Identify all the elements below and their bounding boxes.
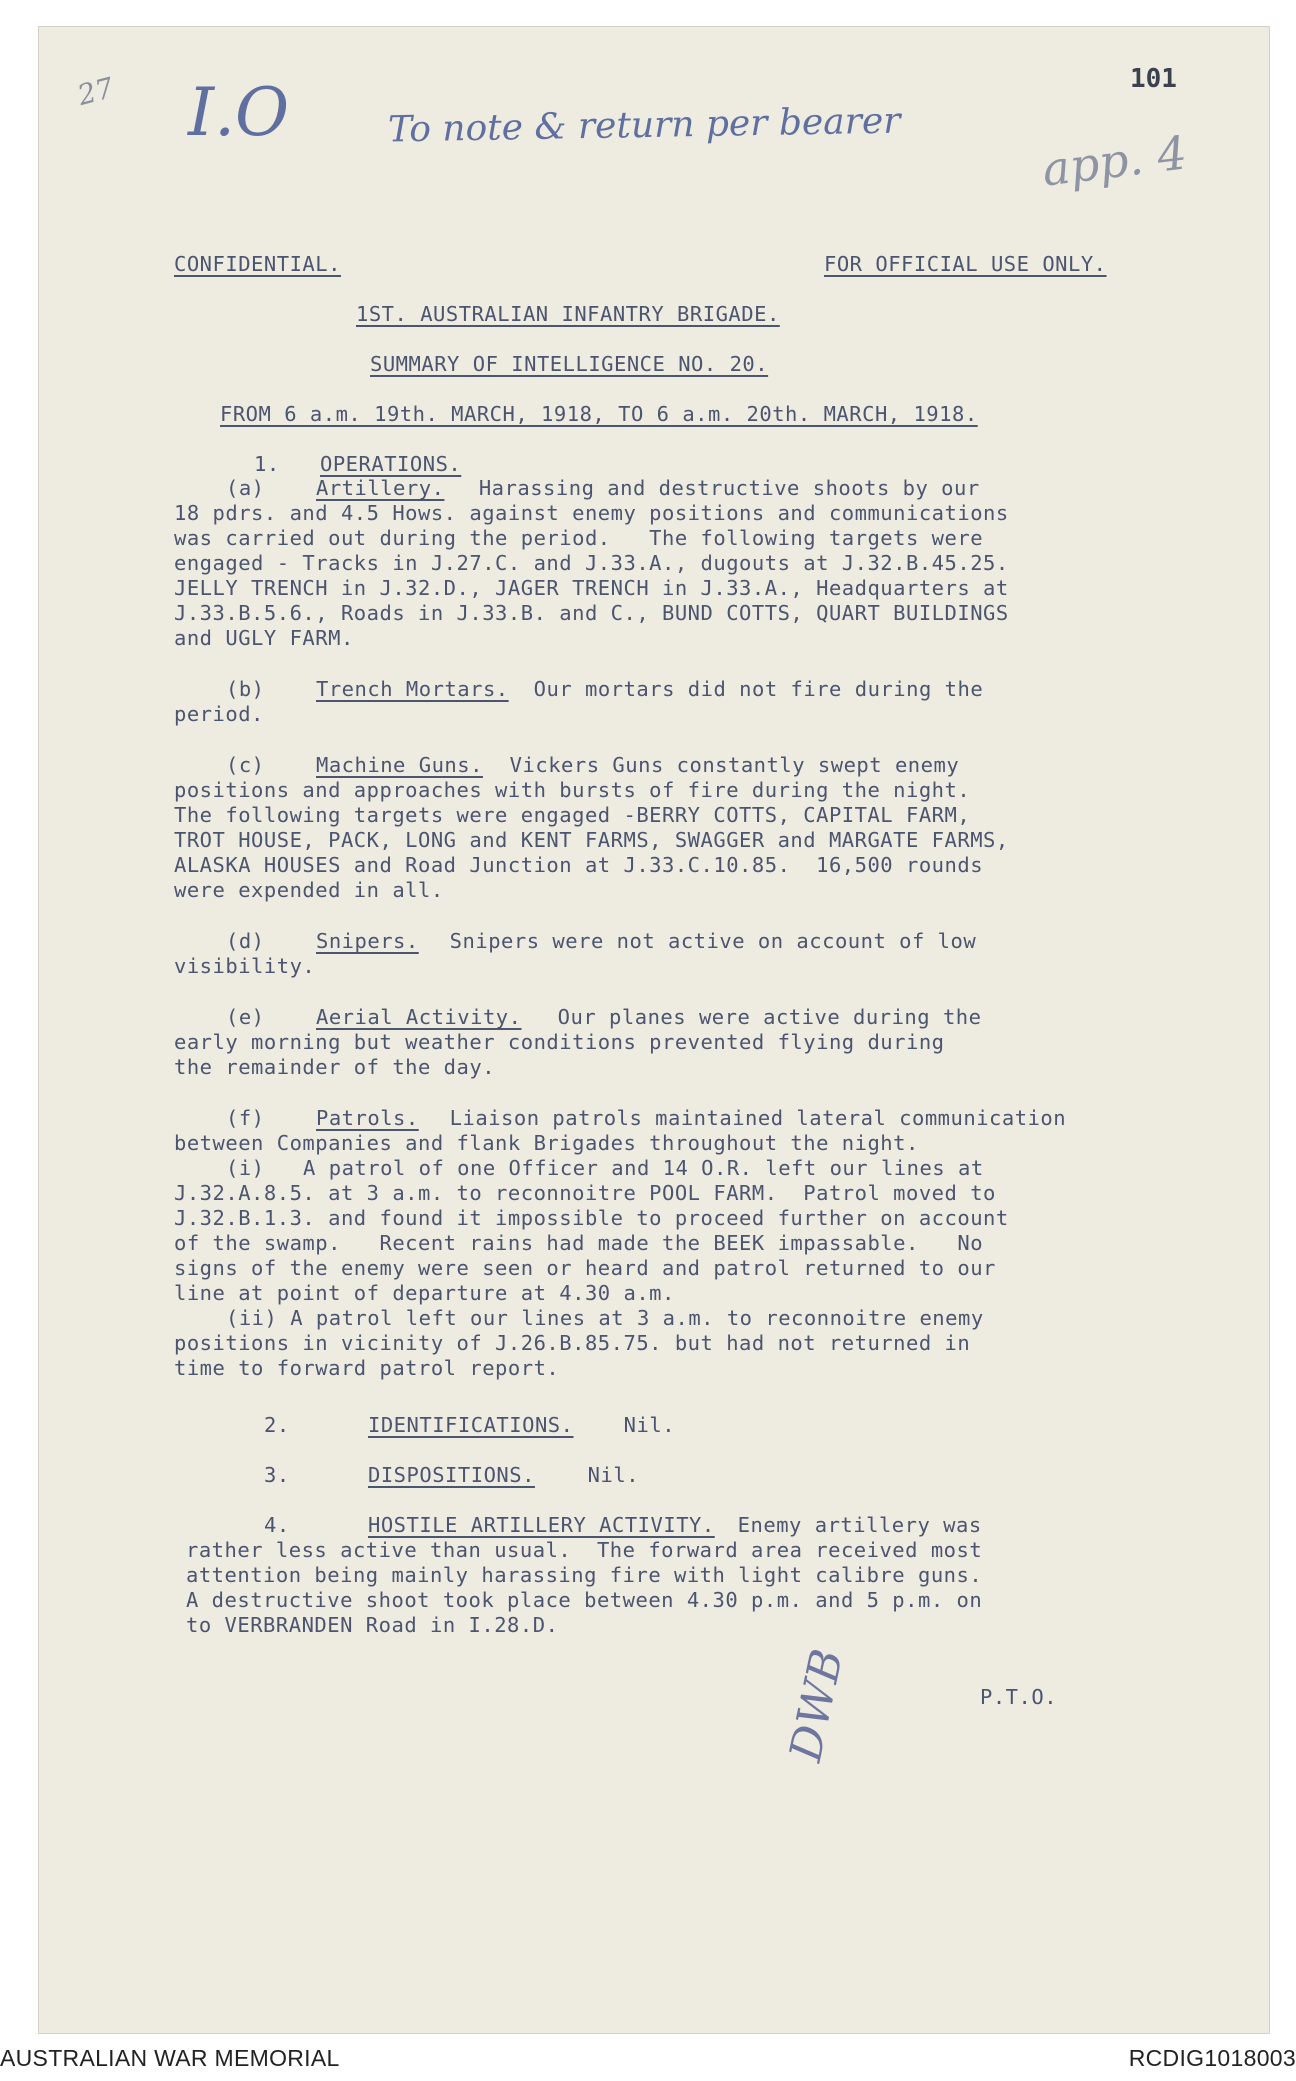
para-d-title: Snipers. [316,929,419,953]
para-d-line: Snipers were not active on account of low [424,929,977,953]
para-b-line: Our mortars did not fire during the [508,677,984,701]
para-a-line: J.33.B.5.6., Roads in J.33.B. and C., BUND COTTS, QUART BUILDINGS [174,601,1009,625]
patrol-i-line: line at point of departure at 4.30 a.m. [174,1281,675,1305]
pto-label: P.T.O. [980,1685,1058,1709]
footer-source: AUSTRALIAN WAR MEMORIAL [0,2045,340,2071]
period-line: FROM 6 a.m. 19th. MARCH, 1918, TO 6 a.m. 20th. MARCH, 1918. [220,402,978,426]
section-2-title: IDENTIFICATIONS. [368,1413,574,1437]
footer-id: RCDIG1018003 [1128,2045,1296,2071]
section-1-title: OPERATIONS. [320,452,462,476]
patrol-i-line: signs of the enemy were seen or heard and patrol returned to our [174,1256,996,1280]
para-c-line: ALASKA HOUSES and Road Junction at J.33.C.10.85. 16,500 rounds [174,853,984,877]
official-use-label: FOR OFFICIAL USE ONLY. [824,252,1107,276]
section-2-text: Nil. [598,1413,676,1437]
section-1-number: 1. [254,452,280,476]
section-4-line: rather less active than usual. The forward area received most [186,1538,983,1562]
para-c-title: Machine Guns. [316,753,483,777]
para-f-label: (f) [226,1106,265,1130]
para-a-line: JELLY TRENCH in J.32.D., JAGER TRENCH in J.33.A., Headquarters at [174,576,1009,600]
para-a-line: and UGLY FARM. [174,626,354,650]
section-4-number: 4. [264,1513,290,1537]
para-a-line: Harassing and destructive shoots by our [466,476,980,500]
para-f-line: Liaison patrols maintained lateral communication [424,1106,1067,1130]
section-4-title: HOSTILE ARTILLERY ACTIVITY. [368,1513,715,1537]
para-c-line: were expended in all. [174,878,444,902]
patrol-ii-line: positions in vicinity of J.26.B.85.75. but had not returned in [174,1331,971,1355]
section-3-number: 3. [264,1463,290,1487]
para-d-label: (d) [226,929,265,953]
para-c-line: positions and approaches with bursts of fire during the night. [174,778,971,802]
para-b-title: Trench Mortars. [316,677,509,701]
patrol-ii-line: time to forward patrol report. [174,1356,560,1380]
para-c-line: The following targets were engaged -BERRY COTTS, CAPITAL FARM, [174,803,971,827]
para-a-line: was carried out during the period. The following targets were [174,526,984,550]
para-f-line: between Companies and flank Brigades throughout the night. [174,1131,919,1155]
io-annotation: I.O [188,74,290,151]
summary-title: SUMMARY OF INTELLIGENCE NO. 20. [370,352,769,376]
confidential-label: CONFIDENTIAL. [174,252,341,276]
para-e-label: (e) [226,1005,265,1029]
section-4-line: to VERBRANDEN Road in I.28.D. [186,1613,559,1637]
para-c-line: Vickers Guns constantly swept enemy [484,753,960,777]
page-number: 101 [1130,64,1177,94]
para-a-label: (a) [226,476,265,500]
patrol-i-line: J.32.A.8.5. at 3 a.m. to reconnoitre POOL FARM. Patrol moved to [174,1181,996,1205]
section-4-line: Enemy artillery was [712,1513,982,1537]
section-4-line: A destructive shoot took place between 4.30 p.m. and 5 p.m. on [186,1588,983,1612]
document-sheet [38,26,1270,2034]
note-annotation: To note & return per bearer [387,100,901,151]
patrol-ii-line: (ii) A patrol left our lines at 3 a.m. to reconnoitre enemy [226,1306,984,1330]
para-a-line: engaged - Tracks in J.27.C. and J.33.A., dugouts at J.32.B.45.25. [174,551,1009,575]
section-3-title: DISPOSITIONS. [368,1463,535,1487]
section-2-number: 2. [264,1413,290,1437]
para-d-line: visibility. [174,954,316,978]
patrol-i-line: of the swamp. Recent rains had made the BEEK impassable. No [174,1231,984,1255]
para-e-title: Aerial Activity. [316,1005,522,1029]
app-annotation: app. 4 [1039,125,1190,197]
para-f-title: Patrols. [316,1106,419,1130]
margin-number: 27 [74,70,118,113]
para-c-label: (c) [226,753,265,777]
patrol-i-line: (i) A patrol of one Officer and 14 O.R. left our lines at [226,1156,984,1180]
para-e-line: Our planes were active during the [532,1005,982,1029]
para-a-line: 18 pdrs. and 4.5 Hows. against enemy positions and communications [174,501,1009,525]
initials-signature: DWB [780,1644,854,1766]
para-c-line: TROT HOUSE, PACK, LONG and KENT FARMS, SWAGGER and MARGATE FARMS, [174,828,1009,852]
unit-title: 1ST. AUSTRALIAN INFANTRY BRIGADE. [356,302,780,326]
para-b-line: period. [174,702,264,726]
section-3-text: Nil. [562,1463,640,1487]
para-a-title: Artillery. [316,476,445,500]
para-e-line: early morning but weather conditions prevented flying during [174,1030,945,1054]
patrol-i-line: J.32.B.1.3. and found it impossible to proceed further on account [174,1206,1009,1230]
para-b-label: (b) [226,677,265,701]
para-e-line: the remainder of the day. [174,1055,496,1079]
section-4-line: attention being mainly harassing fire with light calibre guns. [186,1563,983,1587]
